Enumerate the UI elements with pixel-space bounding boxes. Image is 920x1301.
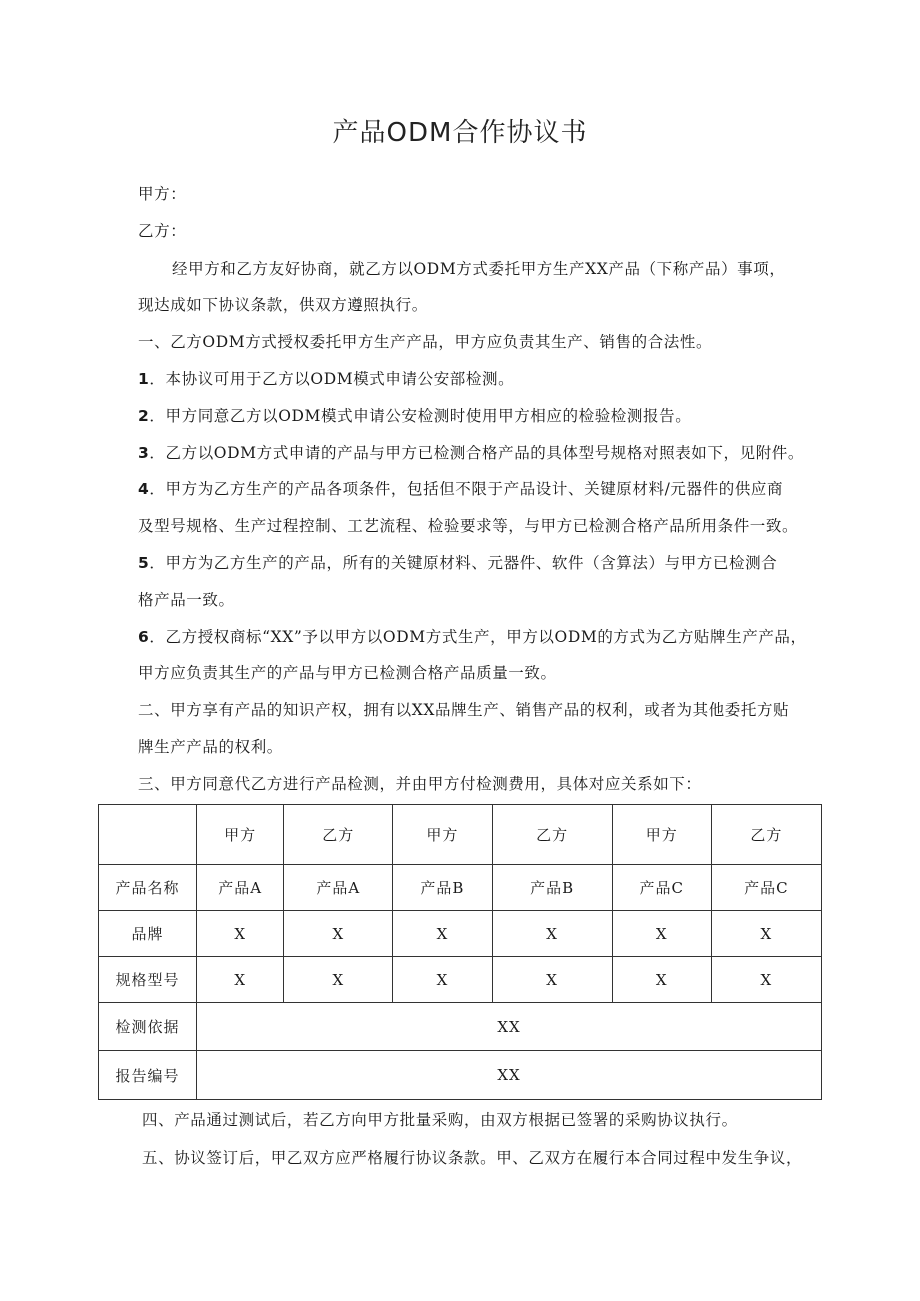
table-cell: 乙方 — [492, 805, 612, 865]
table-row-product-name — [99, 865, 822, 911]
table-cell: 产品A — [284, 865, 393, 911]
clause-2-text: ．甲方同意乙方以ODM模式申请公安检测时使用甲方相应的检验检测报告。 — [149, 407, 692, 425]
table-cell: X — [612, 957, 711, 1003]
section-2-line-1: 二、甲方享有产品的知识产权，拥有以XX品牌生产、销售产品的权利，或者为其他委托方贴 — [138, 701, 790, 719]
clause-6-number: 6 — [138, 628, 150, 646]
table-cell: 产品名称 — [99, 865, 197, 911]
clause-2-number: 2 — [138, 407, 150, 425]
clause-6 — [138, 625, 807, 649]
table-cell: X — [197, 957, 284, 1003]
table-cell: X — [492, 911, 612, 957]
clause-1-number: 1 — [138, 370, 150, 388]
clause-3-text: ．乙方以ODM方式申请的产品与甲方已检测合格产品的具体型号规格对照表如下，见附件。 — [149, 444, 804, 462]
table-header-row — [99, 805, 822, 865]
table-cell: XX — [197, 1003, 822, 1051]
clause-6-text-line-1: ．乙方授权商标“XX”予以甲方以ODM方式生产，甲方以ODM的方式为乙方贴牌生产产品， — [149, 628, 807, 646]
clause-3 — [138, 441, 804, 465]
table-cell: 乙方 — [284, 805, 393, 865]
intro-line-2: 现达成如下协议条款，供双方遵照执行。 — [138, 296, 428, 314]
table-cell: X — [393, 957, 492, 1003]
table-cell: 产品C — [711, 865, 821, 911]
table-cell: X — [284, 911, 393, 957]
clause-5 — [138, 551, 777, 575]
table-row-report-number — [99, 1051, 822, 1100]
clause-1 — [138, 367, 514, 391]
party-b-label: 乙方： — [138, 222, 187, 240]
section-4-text: 四、产品通过测试后，若乙方向甲方批量采购，由双方根据已签署的采购协议执行。 — [142, 1111, 738, 1129]
table-cell: X — [492, 957, 612, 1003]
clause-4 — [138, 477, 783, 501]
table-cell: 规格型号 — [99, 957, 197, 1003]
clause-4-number: 4 — [138, 480, 150, 498]
table-cell: 报告编号 — [99, 1051, 197, 1100]
table-cell: 甲方 — [393, 805, 492, 865]
table-row-test-basis — [99, 1003, 822, 1051]
section-2-line-2: 牌生产产品的权利。 — [138, 738, 283, 756]
section-3-text: 三、甲方同意代乙方进行产品检测，并由甲方付检测费用，具体对应关系如下： — [138, 775, 702, 793]
section-1-heading: 一、乙方ODM方式授权委托甲方生产产品，甲方应负责其生产、销售的合法性。 — [138, 333, 713, 351]
table-cell: X — [711, 911, 821, 957]
clause-4-text-line-1: ．甲方为乙方生产的产品各项条件，包括但不限于产品设计、关键原材料/元器件的供应商 — [149, 480, 784, 498]
clause-1-text: ．本协议可用于乙方以ODM模式申请公安部检测。 — [149, 370, 515, 388]
table-cell: 产品A — [197, 865, 284, 911]
clause-3-number: 3 — [138, 444, 150, 462]
document-title: 产品ODM合作协议书 — [332, 118, 588, 148]
clause-6-text-line-2: 甲方应负责其生产的产品与甲方已检测合格产品质量一致。 — [138, 664, 557, 682]
table-cell: 甲方 — [197, 805, 284, 865]
table-cell: 产品B — [492, 865, 612, 911]
clause-5-text-line-1: ．甲方为乙方生产的产品，所有的关键原材料、元器件、软件（含算法）与甲方已检测合 — [149, 554, 778, 572]
table-cell: 甲方 — [612, 805, 711, 865]
table-cell: 检测依据 — [99, 1003, 197, 1051]
table-cell: XX — [197, 1051, 822, 1100]
clause-5-text-line-2: 格产品一致。 — [138, 591, 235, 609]
table-cell: 产品C — [612, 865, 711, 911]
table-cell: X — [284, 957, 393, 1003]
clause-5-number: 5 — [138, 554, 150, 572]
product-test-table — [98, 804, 822, 1100]
clause-2 — [138, 404, 691, 428]
table-cell — [99, 805, 197, 865]
table-row-model — [99, 957, 822, 1003]
table-cell: X — [612, 911, 711, 957]
table-cell: X — [393, 911, 492, 957]
party-a-label: 甲方： — [138, 185, 187, 203]
clause-4-text-line-2: 及型号规格、生产过程控制、工艺流程、检验要求等，与甲方已检测合格产品所用条件一致。 — [138, 517, 799, 535]
table-cell: 产品B — [393, 865, 492, 911]
table-cell: X — [711, 957, 821, 1003]
intro-line-1: 经甲方和乙方友好协商，就乙方以ODM方式委托甲方生产XX产品（下称产品）事项， — [172, 260, 786, 278]
section-5-text: 五、协议签订后，甲乙双方应严格履行协议条款。甲、乙双方在履行本合同过程中发生争议， — [142, 1149, 803, 1167]
table-cell: 乙方 — [711, 805, 821, 865]
table-row-brand — [99, 911, 822, 957]
table-cell: X — [197, 911, 284, 957]
table-cell: 品牌 — [99, 911, 197, 957]
